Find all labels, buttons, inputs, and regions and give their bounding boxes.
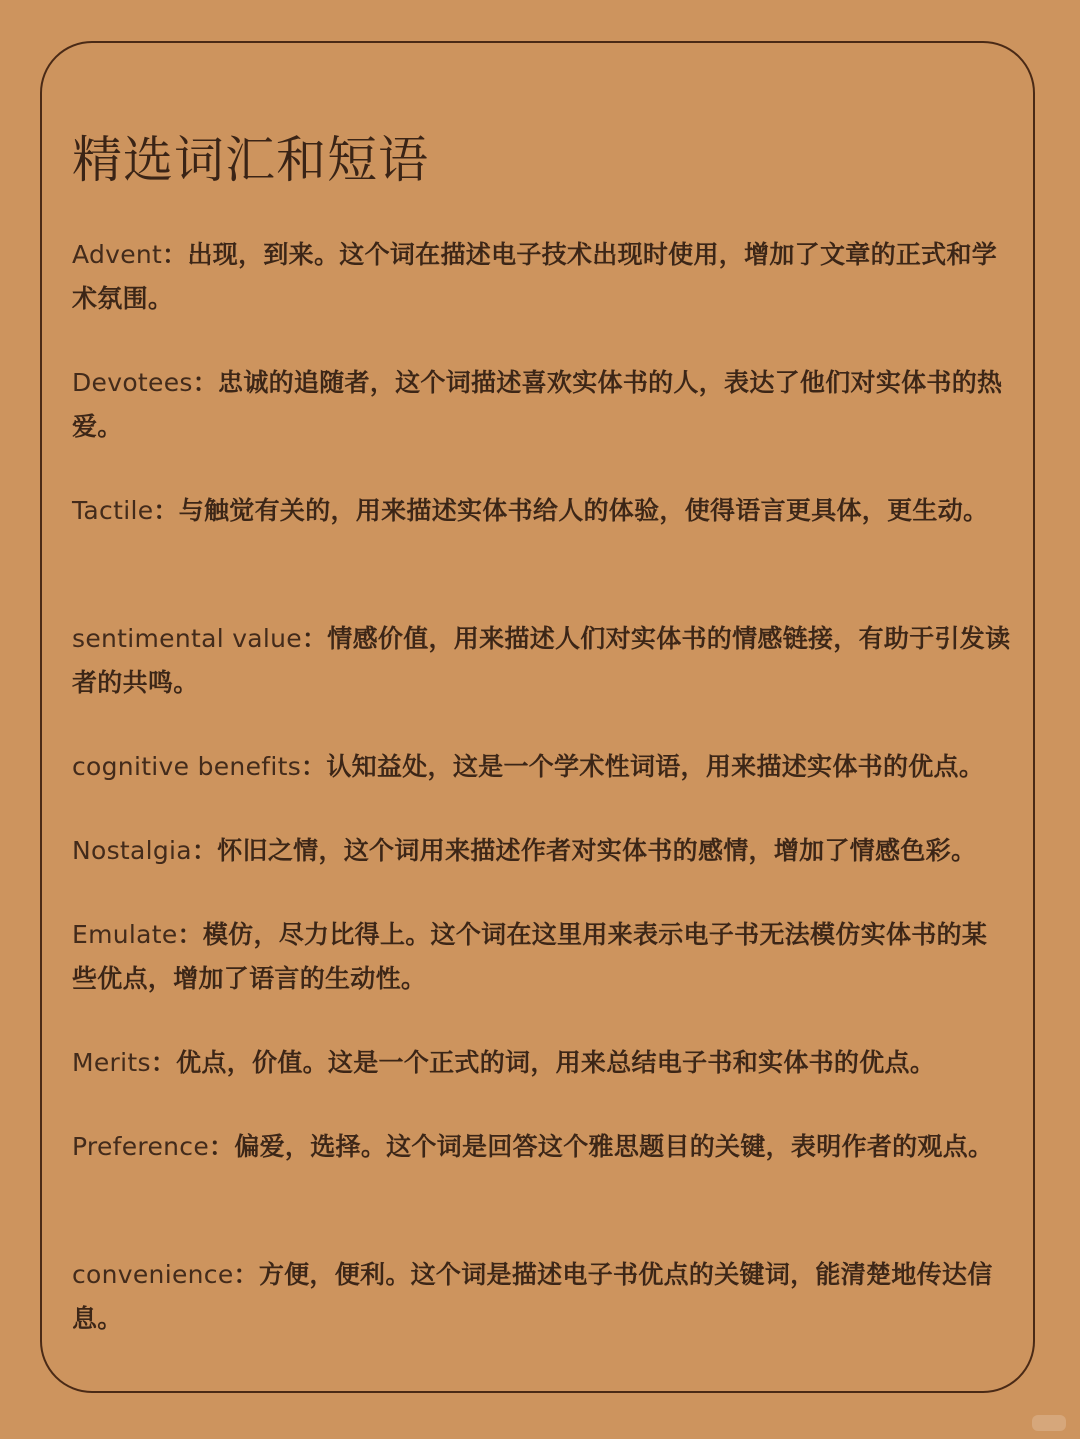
vocab-term: sentimental value [72, 624, 302, 653]
vocab-term: Preference [72, 1132, 210, 1161]
vocab-definition: 怀旧之情，这个词用来描述作者对实体书的感情，增加了情感色彩。 [217, 836, 977, 865]
vocab-entry-advent [72, 233, 1012, 321]
vocab-term: Tactile [72, 496, 154, 525]
vocab-entry-convenience [72, 1253, 1012, 1341]
vocab-definition: 偏爱，选择。这个词是回答这个雅思题目的关键，表明作者的观点。 [234, 1132, 994, 1161]
vocab-term: Devotees [72, 368, 193, 397]
vocab-separator: ： [209, 1132, 235, 1161]
vocab-definition: 方便，便利。这个词是描述电子书优点的关键词，能清楚地传达信息。 [72, 1260, 993, 1333]
vocab-entry-devotees [72, 361, 1012, 449]
vocab-entry-cognitive-benefits [72, 745, 1012, 789]
page-title: 精选词汇和短语 [72, 131, 429, 189]
vocab-entry-nostalgia [72, 829, 1012, 873]
vocab-definition: 忠诚的追随者，这个词描述喜欢实体书的人，表达了他们对实体书的热爱。 [72, 368, 1003, 441]
vocab-separator: ： [150, 1048, 177, 1077]
vocab-separator: ： [153, 496, 179, 525]
vocab-definition: 模仿，尽力比得上。这个词在这里用来表示电子书无法模仿实体书的某些优点，增加了语言的生动性。 [72, 920, 988, 993]
vocab-term: convenience [72, 1260, 234, 1289]
watermark-logo [1032, 1415, 1066, 1431]
vocab-term: Emulate [72, 920, 178, 949]
vocab-term: Merits [72, 1048, 151, 1077]
vocab-entry-preference [72, 1125, 1012, 1169]
vocab-definition: 出现，到来。这个词在描述电子技术出现时使用，增加了文章的正式和学术氛围。 [72, 240, 998, 313]
vocab-entry-tactile [72, 489, 1012, 533]
vocab-separator: ： [301, 624, 328, 653]
vocab-definition: 与触觉有关的，用来描述实体书给人的体验，使得语言更具体，更生动。 [178, 496, 989, 525]
vocab-definition: 优点，价值。这是一个正式的词，用来总结电子书和实体书的优点。 [176, 1048, 936, 1077]
vocab-separator: ： [177, 920, 203, 949]
vocab-term: Advent [72, 240, 163, 269]
vocab-separator: ： [233, 1260, 259, 1289]
vocab-separator: ： [301, 752, 327, 781]
vocab-term: Nostalgia [72, 836, 192, 865]
vocab-entry-sentimental-value [72, 617, 1012, 705]
vocab-entry-emulate [72, 913, 1012, 1001]
vocab-separator: ： [192, 368, 219, 397]
vocab-entry-merits [72, 1041, 1012, 1085]
vocab-definition: 认知益处，这是一个学术性词语，用来描述实体书的优点。 [326, 752, 985, 781]
vocab-separator: ： [162, 240, 188, 269]
vocab-separator: ： [191, 836, 218, 865]
vocab-definition: 情感价值，用来描述人们对实体书的情感链接，有助于引发读者的共鸣。 [72, 624, 1011, 697]
vocab-term: cognitive benefits [72, 752, 302, 781]
